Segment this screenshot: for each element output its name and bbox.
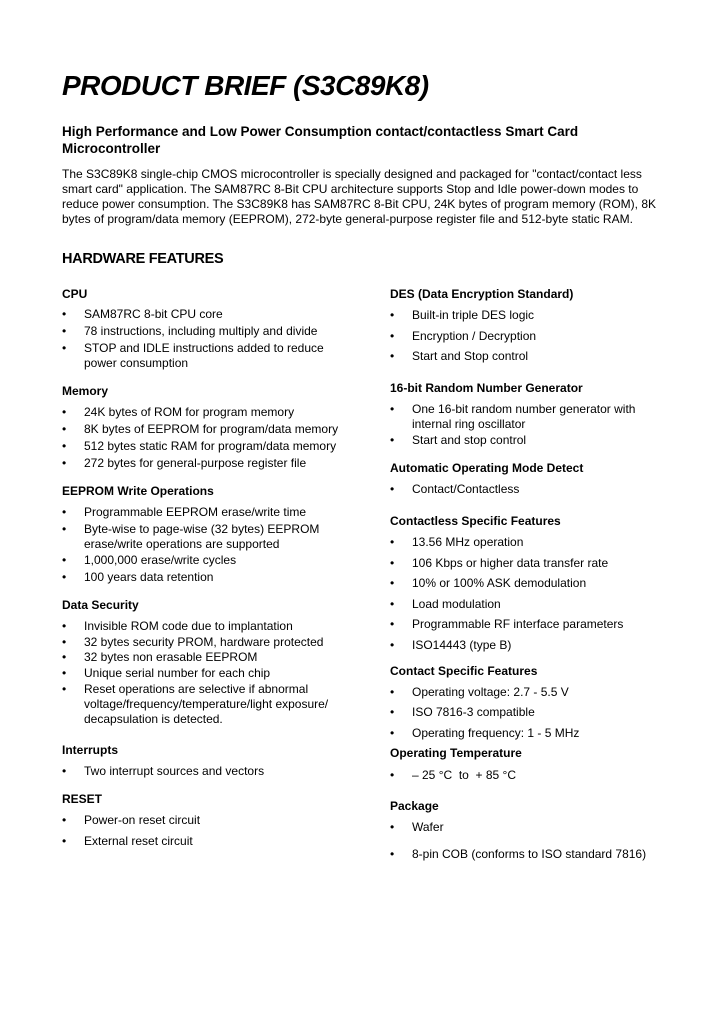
bullet-icon: • [390,820,395,834]
bullet-icon: • [390,556,395,570]
bullet-icon: • [390,768,395,782]
section-title-rng: 16-bit Random Number Generator [390,381,583,395]
bullet-icon: • [390,308,395,322]
bullet-icon: • [62,813,67,827]
subtitle: High Performance and Low Power Consumption contact/contactless Smart Card Microcontroller [62,124,579,156]
section-title-cpu: CPU [62,287,88,301]
section-title-data-security: Data Security [62,598,139,612]
section-title-des: DES (Data Encryption Standard) [390,287,574,301]
page-title: PRODUCT BRIEF (S3C89K8) [62,70,429,101]
bullet-icon: • [390,705,395,719]
bullet-icon: • [390,433,395,447]
section-title-contact: Contact Specific Features [390,664,538,678]
section-title-mode-detect: Automatic Operating Mode Detect [390,461,584,475]
bullet-icon: • [390,402,395,416]
bullet-icon: • [62,570,67,584]
bullet-icon: • [390,638,395,652]
bullet-icon: • [390,597,395,611]
bullet-icon: • [62,682,67,696]
bullet-icon: • [62,405,67,419]
bullet-icon: • [390,685,395,699]
bullet-icon: • [62,341,67,355]
bullet-icon: • [62,666,67,680]
bullet-icon: • [390,349,395,363]
bullet-icon: • [390,617,395,631]
bullet-icon: • [390,482,395,496]
bullet-icon: • [62,619,67,633]
bullet-icon: • [62,764,67,778]
bullet-icon: • [62,505,67,519]
section-title-memory: Memory [62,384,109,398]
bullet-icon: • [62,456,67,470]
bullet-icon: • [390,535,395,549]
bullet-icon: • [62,650,67,664]
hardware-features-heading: HARDWARE FEATURES [62,251,224,267]
section-title-contactless: Contactless Specific Features [390,514,561,528]
bullet-icon: • [390,726,395,740]
bullet-icon: • [62,834,67,848]
section-title-eeprom-write: EEPROM Write Operations [62,484,214,498]
section-title-temperature: Operating Temperature [390,746,522,760]
bullet-icon: • [62,307,67,321]
bullet-icon: • [390,576,395,590]
bullet-icon: • [62,422,67,436]
bullet-icon: • [62,522,67,536]
section-title-interrupts: Interrupts [62,743,119,757]
bullet-icon: • [62,553,67,567]
bullet-icon: • [390,847,395,861]
intro-paragraph: The S3C89K8 single-chip CMOS microcontroller is specially designed and packaged for "contact/contact less smart card" application. The SAM87RC 8-Bit CPU architecture supports Stop and Idle power-down modes to reduce power consumption. The S3C89K8 has SAM87RC 8-Bit CPU, 24K bytes of program memory (ROM), 8K bytes of program/data memory (EEPROM), 272-byte general-purpose register file and 512-byte static RAM. [62,167,657,226]
bullet-icon: • [62,439,67,453]
section-title-package: Package [390,799,439,813]
bullet-icon: • [62,324,67,338]
section-title-reset: RESET [62,792,103,806]
bullet-icon: • [62,635,67,649]
bullet-icon: • [390,329,395,343]
